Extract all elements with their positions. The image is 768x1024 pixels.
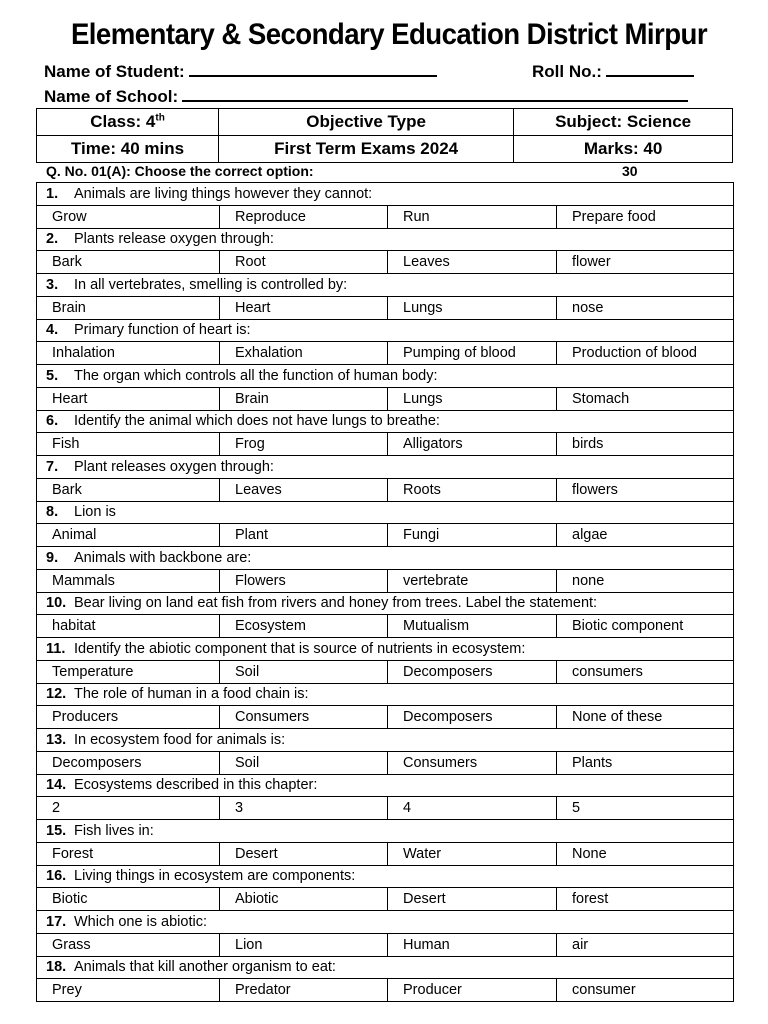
question-number: 10. [46, 595, 67, 612]
question-number: 2. [46, 231, 59, 248]
question-text: Living things in ecosystem are components: [74, 868, 356, 885]
option-cell[interactable]: Flowers [220, 569, 388, 592]
question-cell [37, 183, 734, 206]
question-cell [37, 638, 734, 661]
option-cell[interactable]: none [557, 569, 734, 592]
question-row [37, 820, 734, 843]
student-name-label: Name of Student: [44, 62, 185, 81]
option-cell[interactable]: Producer [388, 979, 557, 1002]
roll-number-field[interactable] [532, 61, 694, 82]
class-cell: Class: 4th [37, 109, 219, 136]
question-cell [37, 456, 734, 479]
question-text: Animals are living things however they cannot: [74, 185, 373, 202]
option-cell[interactable]: 4 [388, 797, 557, 820]
option-cell[interactable]: Grow [37, 205, 220, 228]
option-cell[interactable]: Soil [220, 660, 388, 683]
section-marks: 30 [622, 163, 638, 179]
question-text: Identify the animal which does not have lungs to breathe: [74, 413, 440, 430]
question-row [37, 547, 734, 570]
question-cell [37, 501, 734, 524]
option-cell[interactable]: Desert [220, 842, 388, 865]
option-cell[interactable]: 2 [37, 797, 220, 820]
option-cell[interactable]: Lungs [388, 387, 557, 410]
option-cell[interactable]: Abiotic [220, 888, 388, 911]
option-cell[interactable]: nose [557, 296, 734, 319]
question-text: Plant releases oxygen through: [74, 458, 274, 475]
options-row [37, 433, 734, 456]
question-number: 11. [46, 640, 66, 657]
option-cell[interactable]: Mutualism [388, 615, 557, 638]
question-row [37, 501, 734, 524]
question-cell [37, 865, 734, 888]
student-name-field[interactable] [44, 61, 437, 82]
options-row [37, 205, 734, 228]
roll-number-blank[interactable] [606, 61, 694, 77]
option-cell[interactable]: consumer [557, 979, 734, 1002]
question-number: 3. [46, 276, 59, 293]
question-row [37, 410, 734, 433]
question-text: In all vertebrates, smelling is controlled by: [74, 276, 348, 293]
options-row [37, 251, 734, 274]
question-text: Animals that kill another organism to eat: [74, 959, 336, 976]
question-number: 9. [46, 549, 59, 566]
question-cell [37, 729, 734, 752]
question-number: 14. [46, 777, 67, 794]
option-cell[interactable]: Forest [37, 842, 220, 865]
option-cell[interactable]: Inhalation [37, 342, 220, 365]
mcq-table [36, 182, 734, 1002]
question-cell [37, 911, 734, 934]
question-row [37, 592, 734, 615]
options-row [37, 524, 734, 547]
option-cell[interactable]: Root [220, 251, 388, 274]
question-number: 15. [46, 822, 67, 839]
option-cell[interactable]: Grass [37, 933, 220, 956]
option-cell[interactable]: None of these [557, 706, 734, 729]
option-cell[interactable]: Soil [220, 751, 388, 774]
question-row [37, 683, 734, 706]
question-text: Lion is [74, 504, 116, 521]
question-text: The organ which controls all the function of human body: [74, 367, 438, 384]
options-row [37, 342, 734, 365]
option-cell[interactable]: 3 [220, 797, 388, 820]
student-name-blank[interactable] [189, 61, 437, 77]
question-row [37, 774, 734, 797]
option-cell[interactable]: Water [388, 842, 557, 865]
question-cell [37, 774, 734, 797]
question-number: 7. [46, 458, 59, 475]
option-cell[interactable]: Heart [220, 296, 388, 319]
option-cell[interactable]: Roots [388, 478, 557, 501]
question-row [37, 956, 734, 979]
page-title: Elementary & Secondary Education District Mirpur [70, 18, 708, 51]
option-cell[interactable]: Decomposers [388, 660, 557, 683]
question-cell [37, 547, 734, 570]
options-row [37, 296, 734, 319]
question-text: Identify the abiotic component that is source of nutrients in ecosystem: [74, 640, 526, 657]
option-cell[interactable]: birds [557, 433, 734, 456]
question-cell [37, 956, 734, 979]
option-cell[interactable]: Producers [37, 706, 220, 729]
question-row [37, 228, 734, 251]
option-cell[interactable]: air [557, 933, 734, 956]
option-cell[interactable]: habitat [37, 615, 220, 638]
time-cell: Time: 40 mins [37, 136, 219, 163]
option-cell[interactable]: Desert [388, 888, 557, 911]
question-row [37, 638, 734, 661]
option-cell[interactable]: Leaves [220, 478, 388, 501]
question-number: 1. [46, 185, 59, 202]
option-cell[interactable]: Run [388, 205, 557, 228]
option-cell[interactable]: Prepare food [557, 205, 734, 228]
question-text: Fish lives in: [74, 822, 154, 839]
option-cell[interactable]: Production of blood [557, 342, 734, 365]
question-text: Bear living on land eat fish from rivers and honey from trees. Label the statement: [74, 595, 598, 612]
question-cell [37, 820, 734, 843]
options-row [37, 660, 734, 683]
question-cell [37, 592, 734, 615]
option-cell[interactable]: forest [557, 888, 734, 911]
option-cell[interactable]: Decomposers [388, 706, 557, 729]
question-cell [37, 410, 734, 433]
option-cell[interactable]: Pumping of blood [388, 342, 557, 365]
options-row [37, 569, 734, 592]
question-row [37, 319, 734, 342]
option-cell[interactable]: Prey [37, 979, 220, 1002]
question-number: 4. [46, 322, 59, 339]
question-row [37, 456, 734, 479]
question-cell [37, 228, 734, 251]
exam-name-cell: First Term Exams 2024 [219, 136, 514, 163]
option-cell[interactable]: Bark [37, 251, 220, 274]
question-text: Ecosystems described in this chapter: [74, 777, 318, 794]
option-cell[interactable]: Alligators [388, 433, 557, 456]
question-number: 18. [46, 959, 67, 976]
question-number: 17. [46, 913, 67, 930]
options-row [37, 751, 734, 774]
question-row [37, 729, 734, 752]
option-cell[interactable]: 5 [557, 797, 734, 820]
option-cell[interactable]: Bark [37, 478, 220, 501]
option-cell[interactable]: Heart [37, 387, 220, 410]
option-cell[interactable]: Consumers [220, 706, 388, 729]
school-name-field[interactable] [44, 86, 688, 107]
option-cell[interactable]: None [557, 842, 734, 865]
question-text: Animals with backbone are: [74, 549, 252, 566]
school-name-label: Name of School: [44, 87, 179, 106]
option-cell[interactable]: Human [388, 933, 557, 956]
option-cell[interactable]: Animal [37, 524, 220, 547]
option-cell[interactable]: consumers [557, 660, 734, 683]
question-cell [37, 319, 734, 342]
option-cell[interactable]: Reproduce [220, 205, 388, 228]
option-cell[interactable]: algae [557, 524, 734, 547]
question-row [37, 911, 734, 934]
option-cell[interactable]: Lion [220, 933, 388, 956]
option-cell[interactable]: Decomposers [37, 751, 220, 774]
question-text: Primary function of heart is: [74, 322, 251, 339]
options-row [37, 615, 734, 638]
marks-cell: Marks: 40 [514, 136, 733, 163]
school-name-blank[interactable] [182, 86, 688, 102]
option-cell[interactable]: Ecosystem [220, 615, 388, 638]
question-row [37, 274, 734, 297]
option-cell[interactable]: Biotic component [557, 615, 734, 638]
question-number: 16. [46, 868, 67, 885]
option-cell[interactable]: vertebrate [388, 569, 557, 592]
question-number: 12. [46, 686, 67, 703]
options-row [37, 842, 734, 865]
options-row [37, 979, 734, 1002]
option-cell[interactable]: flowers [557, 478, 734, 501]
options-row [37, 933, 734, 956]
options-row [37, 797, 734, 820]
option-cell[interactable]: flower [557, 251, 734, 274]
option-cell[interactable]: Exhalation [220, 342, 388, 365]
question-number: 8. [46, 504, 59, 521]
options-row [37, 888, 734, 911]
question-text: The role of human in a food chain is: [74, 686, 309, 703]
option-cell[interactable]: Consumers [388, 751, 557, 774]
option-cell[interactable]: Mammals [37, 569, 220, 592]
question-cell [37, 365, 734, 388]
option-cell[interactable]: Predator [220, 979, 388, 1002]
question-row [37, 365, 734, 388]
question-text: Plants release oxygen through: [74, 231, 274, 248]
question-number: 5. [46, 367, 59, 384]
roll-number-label: Roll No.: [532, 62, 602, 81]
option-cell[interactable]: Fungi [388, 524, 557, 547]
paper-type-cell: Objective Type [219, 109, 514, 136]
option-cell[interactable]: Temperature [37, 660, 220, 683]
question-number: 6. [46, 413, 59, 430]
option-cell[interactable]: Frog [220, 433, 388, 456]
option-cell[interactable]: Stomach [557, 387, 734, 410]
question-number: 13. [46, 731, 67, 748]
options-row [37, 706, 734, 729]
option-cell[interactable]: Lungs [388, 296, 557, 319]
question-row [37, 865, 734, 888]
question-row [37, 183, 734, 206]
options-row [37, 387, 734, 410]
question-text: Which one is abiotic: [74, 913, 207, 930]
option-cell[interactable]: Plants [557, 751, 734, 774]
section-heading: Q. No. 01(A): Choose the correct option: [46, 163, 314, 179]
option-cell[interactable]: Plant [220, 524, 388, 547]
option-cell[interactable]: Leaves [388, 251, 557, 274]
option-cell[interactable]: Biotic [37, 888, 220, 911]
options-row [37, 478, 734, 501]
question-text: In ecosystem food for animals is: [74, 731, 286, 748]
option-cell[interactable]: Brain [220, 387, 388, 410]
subject-cell: Subject: Science [514, 109, 733, 136]
question-cell [37, 274, 734, 297]
option-cell[interactable]: Brain [37, 296, 220, 319]
exam-info-table [36, 108, 733, 163]
question-cell [37, 683, 734, 706]
option-cell[interactable]: Fish [37, 433, 220, 456]
